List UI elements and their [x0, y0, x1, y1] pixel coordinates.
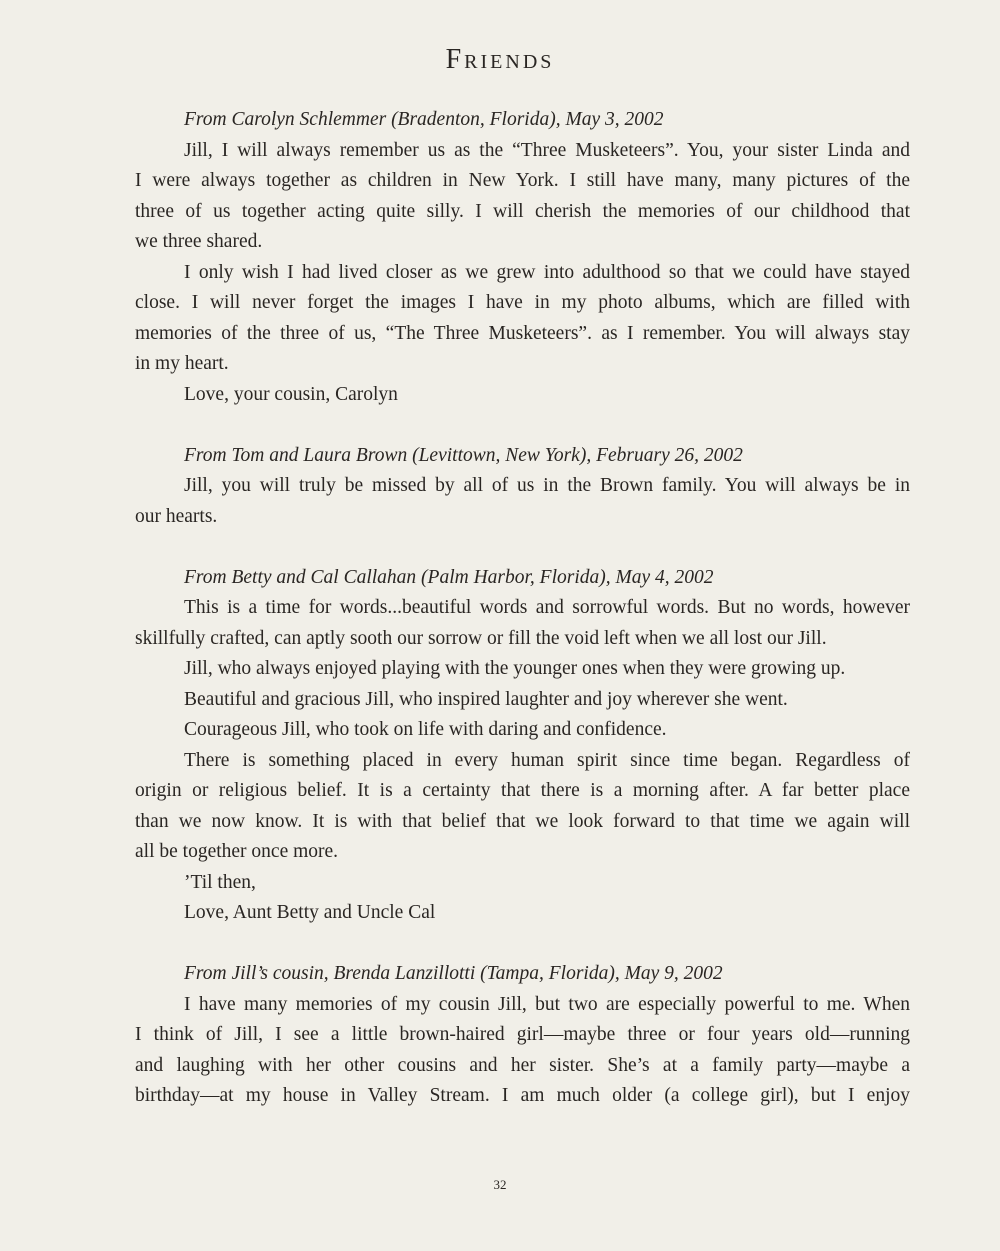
text-line: This is a time for words...beautiful words and sorrowful words. But no words, however — [184, 597, 910, 618]
page-number: 32 — [493, 1177, 507, 1192]
page-title: Friends — [445, 44, 555, 75]
text-line: There is something placed in every human spirit since time began. Regardless of — [184, 749, 910, 771]
text-line: Courageous Jill, who took on life with daring and confidence. — [184, 719, 667, 740]
letter — [135, 441, 910, 533]
paragraph-gap — [135, 532, 910, 563]
text-line: ’Til then, — [184, 871, 256, 893]
text-line: origin or religious belief. It is a certainty that there is a morning after. A far better place — [135, 780, 910, 801]
text-line: memories of the three of us, “The Three Musketeers”. as I remember. You will always stay — [135, 322, 910, 344]
text-line: Beautiful and gracious Jill, who inspired laughter and joy wherever she went. — [184, 688, 788, 710]
text-line: skillfully crafted, can aptly sooth our sorrow or fill the void left when we all lost our Jill. — [135, 627, 827, 649]
text-line: we three shared. — [135, 231, 263, 252]
text-line: I think of Jill, I see a little brown-haired girl—maybe three or four years old—running — [135, 1024, 910, 1045]
text-line: I were always together as children in New York. I still have many, many pictures of the — [135, 170, 910, 191]
text-line: our hearts. — [135, 505, 218, 527]
text-line: Jill, who always enjoyed playing with the younger ones when they were growing up. — [184, 658, 846, 679]
text-line: close. I will never forget the images I have in my photo albums, which are filled with — [135, 292, 910, 313]
page-body — [135, 105, 910, 1112]
text-line: and laughing with her other cousins and her sister. She’s at a family party—maybe a — [135, 1054, 910, 1076]
paragraph-gap — [135, 929, 910, 960]
text-line: Jill, I will always remember us as the “Three Musketeers”. You, your sister Linda and — [184, 139, 910, 161]
text-line: all be together once more. — [135, 841, 339, 862]
paragraph-gap — [135, 410, 910, 441]
letter-signoff: Love, Aunt Betty and Uncle Cal — [184, 902, 436, 923]
letter-heading: From Tom and Laura Brown (Levittown, New York), February 26, 2002 — [184, 444, 743, 466]
letter-heading: From Carolyn Schlemmer (Bradenton, Florida), May 3, 2002 — [184, 109, 664, 130]
text-line: Jill, you will truly be missed by all of us in the Brown family. You will always be in — [184, 475, 910, 496]
text-line: I only wish I had lived closer as we grew into adulthood so that we could have stayed — [184, 261, 910, 283]
letter-heading: From Jill’s cousin, Brenda Lanzillotti (Tampa, Florida), May 9, 2002 — [184, 963, 723, 984]
text-line: in my heart. — [135, 353, 229, 374]
text-line: birthday—at my house in Valley Stream. I am much older (a college girl), but I enjoy — [135, 1085, 910, 1106]
letter — [135, 959, 910, 1112]
letter — [135, 105, 910, 410]
letter-signoff: Love, your cousin, Carolyn — [184, 383, 398, 405]
text-line: than we now know. It is with that belief that we look forward to that time we again will — [135, 810, 910, 832]
letter — [135, 563, 910, 929]
letter-heading: From Betty and Cal Callahan (Palm Harbor, Florida), May 4, 2002 — [184, 566, 714, 588]
text-line: three of us together acting quite silly. I will cherish the memories of our childhood that — [135, 200, 910, 222]
text-line: I have many memories of my cousin Jill, but two are especially powerful to me. When — [184, 993, 910, 1015]
